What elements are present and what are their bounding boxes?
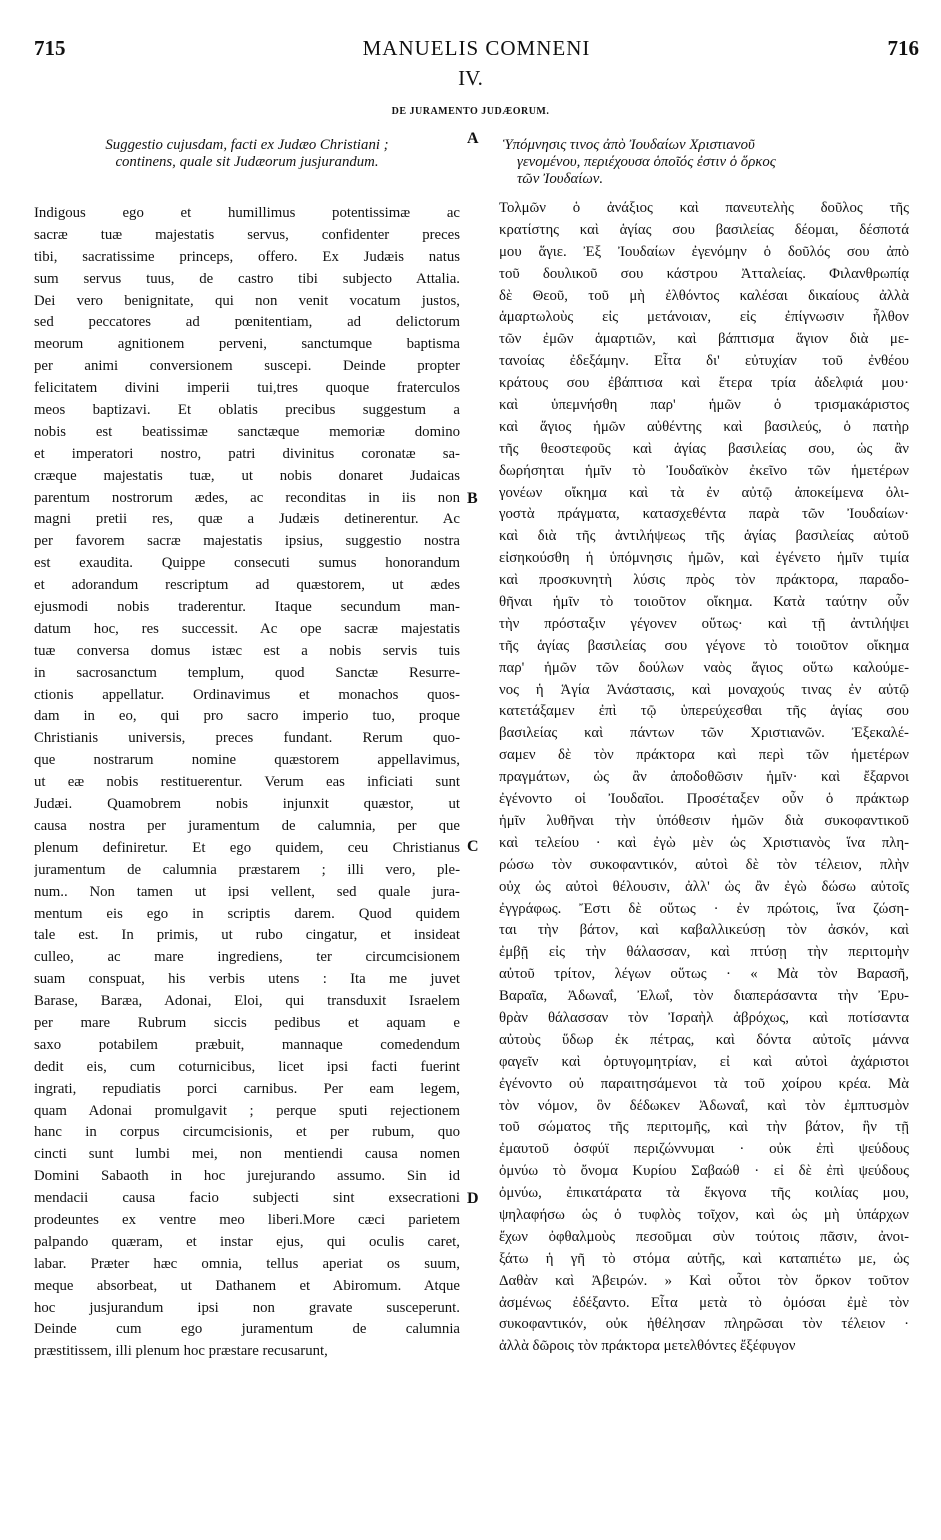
greek-text-line: τῆς ἁγίας βασιλείας σου γέγονε τὸ τοιοῦτον οἴκημα (499, 637, 909, 654)
greek-text-line: πραγμάτων, ὡς ἂν ἀποδοθῶσιν ἡμῖν· καὶ ἔξαρνοι (499, 769, 909, 786)
greek-text-line: καὶ διὰ τῆς ἀντιλήψεως τῆς ἁγίας βασιλείας αὐτοῦ (499, 528, 909, 545)
latin-text-line: mendacii causa facio subjecti sint exsecrationi (34, 1190, 460, 1207)
greek-text-line: τῶν ἐμῶν ἁμαρτιῶν, καὶ βάπτισμα ἅγιον διὰ με- (499, 331, 909, 348)
page-number-left: 715 (34, 36, 66, 60)
greek-column-title (499, 137, 909, 188)
greek-text-line: ψηλαφήσω ὡς ὁ τυφλὸς τοῖχον, καὶ ὡς μὴ ὑπάρχων (499, 1206, 909, 1223)
greek-text-line: καὶ ὑπεμνήσθη παρ' ἡμῶν ὁ τρισμακάριστος (499, 397, 909, 414)
latin-text-line: felicitatem divini imperii tui,tres quoque fraterculos (34, 380, 460, 397)
latin-text-line: meorum agnitionem perveni, sanctumque baptisma (34, 336, 460, 353)
greek-text-line: τοῦ δουλικοῦ σου κάστρου Ἀτταλείας. Φιλανθρωπίᾳ (499, 265, 909, 282)
running-title: MANUELIS COMNENI (362, 36, 591, 60)
latin-text-line: prodeuntes ex ventre meo liberi.More cæci parietem (34, 1211, 460, 1228)
margin-marker-d: D (467, 1190, 479, 1207)
latin-text-line: nobis est beatissimæ sanctæque memoriæ domino (34, 423, 460, 440)
latin-text-line: causa nostra per juramentum de calumnia, per que (34, 817, 460, 834)
greek-text-line: εἰσηκούσθη ἡ ὑπόμνησις ἡμῶν, καὶ ἐγένετο ἡμῖν τιμία (499, 550, 909, 567)
greek-text-line: τὴν πρόσταξιν γέγονεν οὕτως· καὶ τῇ ἀντιλήψει (499, 615, 909, 632)
greek-text-line: ἀλλὰ δῶροις τὸν πράκτορα μετελθόντες ἔξέφυγον (499, 1338, 796, 1355)
greek-text-line: καὶ προσκυνητὴ λύσις πρὸς τὸν πράκτορα, παραδο- (499, 572, 909, 589)
greek-text-line: ρώσω τὸν συκοφαντικόν, αὐτοὶ δὲ τὸν τέλειον, πλὴν (499, 856, 909, 873)
latin-text-line: Indigous ego et humillimus potentissimæ ac (34, 205, 460, 221)
latin-text-line: magni pretii res, quæ a Judæis detinerentur. Ac (34, 511, 460, 528)
latin-text-line: palpando quæram, et instar ejus, qui oculis caret, (34, 1233, 460, 1250)
greek-text-line: βασιλείας καὶ πάντων τῶν Χριστιανῶν. Ἐξεκαλέ- (499, 725, 909, 742)
latin-text-line: sed peccatores ad pœnitentiam, ad delictorum (34, 314, 460, 331)
greek-text-line: Τολμῶν ὁ ἀνάξιος καὶ πανευτελὴς δοῦλος τῆς (499, 200, 909, 216)
latin-text-line: culleo, ac mare ingrediens, ter circumcisionem (34, 949, 460, 966)
latin-text-line: hanc in corpus circumcisionis, et per rubum, quo (34, 1124, 460, 1141)
latin-text-line: et adorandum rescriptum ad quæstorem, ut ædes (34, 577, 460, 594)
latin-text-line: cræque majestatis tuæ, ut nobis donaret Judaicas (34, 467, 460, 484)
greek-text-line: ται τὴν βάτον, καὶ καβαλλικεύσῃ τὸν ἀσκόν, καὶ (499, 922, 909, 939)
latin-text-line: ctionis appellatur. Ordinavimus et monachos quos- (34, 686, 460, 703)
latin-text-line: per animi conversionem suscepi. Deinde propter (34, 358, 460, 375)
greek-text-line: δὲ Θεοῦ, τοῦ μὴ ἐλθόντος καλέσαι δικαίους ἀλλὰ (499, 287, 909, 304)
margin-marker-b: B (467, 490, 478, 507)
greek-text-line: ἁμαρτωλοὺς εἰς μετάνοιαν, εἰς ἐπίγνωσιν ἦλθον (499, 309, 909, 326)
latin-text-line: et imperatori nostro, patri divinitus coronatæ sa- (34, 445, 460, 462)
greek-text-line: κράτους σου ἐβάπτισα καὶ ἕτερα τρία ἀδελφιά μου· (499, 375, 909, 392)
greek-text-line: ὀμνύω τὸ ὄνομα Κυρίου Σαβαώθ · εἰ δὲ ἐπὶ ψεύδους (499, 1163, 909, 1180)
greek-text-line: μου ἅγιε. Ἐξ Ἰουδαίων ἐγενόμην ὁ δοῦλός σου ἀπὸ (499, 243, 909, 260)
latin-text-line: præstitissem, illi plenum hoc præstare recusarunt, (34, 1343, 328, 1360)
latin-text-line: parentum nostrorum ædes, ac reconditas in iis non (34, 489, 460, 506)
greek-text-line: συκοφαντικόν, οὐκ ἠθέλησαν πληρῶσαι τὸν τέλειον · (499, 1316, 909, 1333)
latin-text-line: tibi, sacratissime princeps, offero. Ex Judæis natus (34, 248, 460, 265)
greek-text-body (499, 198, 909, 1358)
latin-text-line: in sacrosanctum templum, quod Sanctæ Resurre- (34, 664, 460, 681)
latin-text-line: ingrati, repudiatis porci carnibus. Per eam legem, (34, 1080, 460, 1097)
greek-text-line: καὶ ἅγιος ἡμῶν αὐθέντης καὶ βασιλεύς, ὁ πατὴρ (499, 418, 909, 435)
greek-text-line: τοῦ σώματος τῆς περιτομῆς, καὶ τὴν βάτον, ἣν τῇ (499, 1119, 909, 1136)
greek-text-line: τῆς θεοστεφοῦς καὶ ἁγίας βασιλείας σου, ὡς ἂν (499, 440, 909, 457)
greek-text-line: θρὰν θάλασσαν τὸν Ἰσραὴλ ἀβρόχως, καὶ ποτίσαντα (499, 1009, 909, 1026)
latin-text-line: labar. Præter hæc omnia, tellus aperiat os suum, (34, 1255, 460, 1272)
latin-column (34, 137, 460, 1363)
greek-text-line: σαμεν δὲ τὸν πράκτορα καὶ περὶ τῶν ἡμετέρων (499, 747, 909, 764)
running-header (34, 36, 919, 66)
greek-text-line: κατετάξαμεν ἐπὶ τῷ ὑπερεύχεσθαι τῆς ἁγίας σου (499, 703, 909, 720)
latin-text-line: dedit eis, cum coturnicibus, licet ipsi facti fuerint (34, 1058, 460, 1075)
latin-text-line: meos baptizavi. Et oblatis precibus suggestum a (34, 402, 460, 419)
greek-text-line: ἡμῖν λυθῆναι τὴν ὑπόθεσιν ἡμῶν διὰ συκοφαντικοῦ (499, 812, 909, 829)
latin-text-line: quam Adonai promulgavit ; perque sputi rejectionem (34, 1102, 460, 1119)
margin-marker-a: A (467, 130, 479, 147)
greek-text-line: αὐτοὺς ὕδωρ ἐκ πέτρας, καὶ δόντα αὐτοῖς μάννα (499, 1031, 909, 1048)
greek-text-line: ἔχων ὀφθαλμοὺς πεσοῦμαι σὺν τούτοις πᾶσιν, ἀνοι- (499, 1228, 909, 1245)
greek-text-line: κρατίστης καὶ ἁγίας σου βασιλείας δέομαι, δέσποτά (499, 221, 909, 238)
latin-text-line: Dei vero benignitate, qui non venit vocatum justos, (34, 292, 460, 309)
greek-text-line: ἐμαυτοῦ ὀσφύϊ περιζώννυμαι · οὐκ ἐπὶ ψεύδους (499, 1141, 909, 1158)
latin-text-line: datum hoc, res successit. Ac ope sacræ majestatis (34, 620, 460, 637)
latin-text-line: cincti sunt lumbi mei, non mentiendi causa nomen (34, 1146, 460, 1163)
latin-text-line: num.. Non tamen ut ipsi vellent, sed quale jura- (34, 883, 460, 900)
greek-text-line: ἐγγράφως. Ἔστι δὲ οὕτως · ἐν πρώτοις, ἵνα ζώση- (499, 900, 909, 917)
latin-text-line: saxo potabilem præbuit, mannaque comedendum (34, 1036, 460, 1053)
latin-text-line: ejusmodi nobis traderentur. Itaque secundum man- (34, 599, 460, 616)
latin-text-line: per mare Rubrum siccis pedibus et aquam e (34, 1014, 460, 1031)
greek-text-line: ἀσμένως ἐδέξαντο. Εἶτα μετὰ τὸ ὀμόσαι ἐμὲ τὸν (499, 1294, 909, 1311)
margin-marker-c: C (467, 838, 479, 855)
greek-column (499, 137, 909, 1358)
latin-text-line: mentum eis ego in scriptis darem. Quod quidem (34, 905, 460, 922)
greek-title-line: Ὑπόμνησις τινος ἀπὸ Ἰουδαίων Χριστιανοῦ (503, 137, 755, 153)
latin-text-line: hoc jusjurandum ipsi non gravate susceperunt. (34, 1299, 460, 1316)
latin-title-line: Suggestio cujusdam, facti ex Judæo Christiani ; (105, 137, 389, 153)
latin-text-line: dam in eo, qui pro sacro imperio tuo, proque (34, 708, 460, 725)
latin-title-line: continens, quale sit Judæorum jusjurandum. (115, 154, 379, 170)
greek-text-line: Δαθὰν καὶ Ἀβειρών. » Καὶ οὗτοι τὸν ὅρκον τοῦτον (499, 1272, 909, 1289)
latin-text-line: per favorem sacræ majestatis ipsius, suggestio nostra (34, 533, 460, 550)
latin-text-line: Domini Sabaoth in hoc jurejurando assumo. Sin id (34, 1168, 460, 1185)
latin-text-line: sum servus tuus, de castro tibi subjecto Attalia. (34, 270, 460, 287)
latin-text-line: est exaudita. Quippe consecuti sumus honorandum (34, 555, 460, 572)
latin-text-line: sacræ tuæ majestatis servus, confidenter preces (34, 226, 460, 243)
greek-text-line: Βαραῖα, Ἀδωναΐ, Ἐλωΐ, τὸν διαπεράσαντα τὴν Ἐρυ- (499, 988, 909, 1005)
greek-text-line: ξάτω ἡ γῆ τὸ στόμα αὐτῆς, καὶ καταπιέτω με, ὡς (499, 1250, 909, 1267)
greek-text-line: γονέων οἴκημα καὶ τὰ ἐν αὐτῷ ἀποκείμενα ὀλι- (499, 484, 909, 501)
greek-text-line: γοστὰ πράγματα, κατασχεθέντα παρὰ τῶν Ἰουδαίων· (499, 506, 909, 523)
latin-column-title (34, 137, 460, 171)
greek-title-line: γενομένου, περιέχουσα ὁποῖός ἐστιν ὁ ὅρκος (517, 154, 776, 170)
greek-text-line: ἐμβῇ εἰς τὴν θάλασσαν, καὶ πτύσῃ τὴν περιτομὴν (499, 944, 909, 961)
latin-text-line: ut eæ nobis restituerentur. Verum eas inficiati sunt (34, 774, 460, 791)
latin-text-line: tale est. In primis, ut rubo cingatur, et insideat (34, 927, 460, 944)
greek-text-line: ἐγένοντο οἱ Ἰουδαῖοι. Προσέταξεν οὖν ὁ πράκτωρ (499, 791, 909, 808)
section-number: IV. (458, 66, 483, 90)
greek-text-line: καὶ τελείου · καὶ ἐγὼ μὲν ὡς Χριστιανὸς ἵνα πλη- (499, 834, 909, 851)
greek-text-line: φαγεῖν καὶ ὀρτυγομητρίαν, εἰ καὶ αὐτοὶ ἀχάριστοι (499, 1053, 909, 1070)
greek-text-line: οὐχ ὡς αὐτοὶ θέλουσιν, ἀλλ' ὡς ἂν ἐγὼ δώσω αὐτοῖς (499, 878, 909, 895)
greek-text-line: νος ἡ Ἁγία Ἀνάστασις, καὶ μοναχούς τινας ἐν αὐτῷ (499, 681, 909, 698)
page-number-right: 716 (887, 36, 919, 60)
latin-text-line: plenum definiretur. Et ego quidem, ceu Christianus (34, 839, 460, 856)
latin-text-line: Judæi. Quamobrem nobis injunxit quæstor, ut (34, 796, 460, 813)
latin-text-line: juramentum de calumnia præstarem ; illi vero, ple- (34, 861, 460, 878)
greek-text-line: αὐτοῦ τρίτον, λέγων οὕτως · « Μὰ τὸν Βαρασῆ, (499, 966, 909, 983)
latin-text-line: tuæ conversa domus istæc est a nobis servis tuis (34, 642, 460, 659)
latin-text-line: meque absorbeat, ut Dathanem et Abiromum. Atque (34, 1277, 460, 1294)
latin-text-line: que nostrarum nomine quæstorem appellavimus, (34, 752, 460, 769)
greek-text-line: παρ' ἡμῶν τῶν δούλων ναὸς ἅγιος οὕτω καλούμε- (499, 659, 909, 676)
latin-text-line: suam conspuat, his verbis utens : Ita me juvet (34, 971, 460, 988)
greek-text-line: δωρήσηται ἡμῖν τὸ Ἰουδαϊκὸν ἐκεῖνο τῶν ἡμετέρων (499, 462, 909, 479)
greek-text-line: τὸν νόμον, ὃν δέδωκεν Ἀδωναΐ, καὶ τὸν ἐμπτυσμὸν (499, 1097, 909, 1114)
greek-text-line: ἐγένοντο οὐ παραιτησάμενοι τὰ τοῦ χοίρου κρέα. Μὰ (499, 1075, 909, 1092)
greek-text-line: θῆναι ἡμῖν τὸ τοιοῦτον οἴκημα. Κατὰ ταύτην οὖν (499, 594, 909, 611)
latin-text-line: Christianis universis, preces fundant. Rerum quo- (34, 730, 460, 747)
greek-text-line: ὀμνύω, ἐπικατάρατα τὰ ἔκγονα τῆς κοιλίας μου, (499, 1185, 909, 1202)
latin-text-body (34, 203, 460, 1363)
section-subtitle: DE JURAMENTO JUDÆORUM. (391, 106, 550, 117)
latin-text-line: Deinde cum ego juramentum de calumnia (34, 1321, 460, 1338)
latin-text-line: Barase, Baræa, Adonai, Eloi, qui transduxit Israelem (34, 993, 460, 1010)
greek-text-line: τανοίας ἐδεξάμην. Εἶτα δι' εὐτυχίαν τοῦ ἐνθέου (499, 353, 909, 370)
greek-title-line: τῶν Ἰουδαίων. (517, 171, 604, 187)
